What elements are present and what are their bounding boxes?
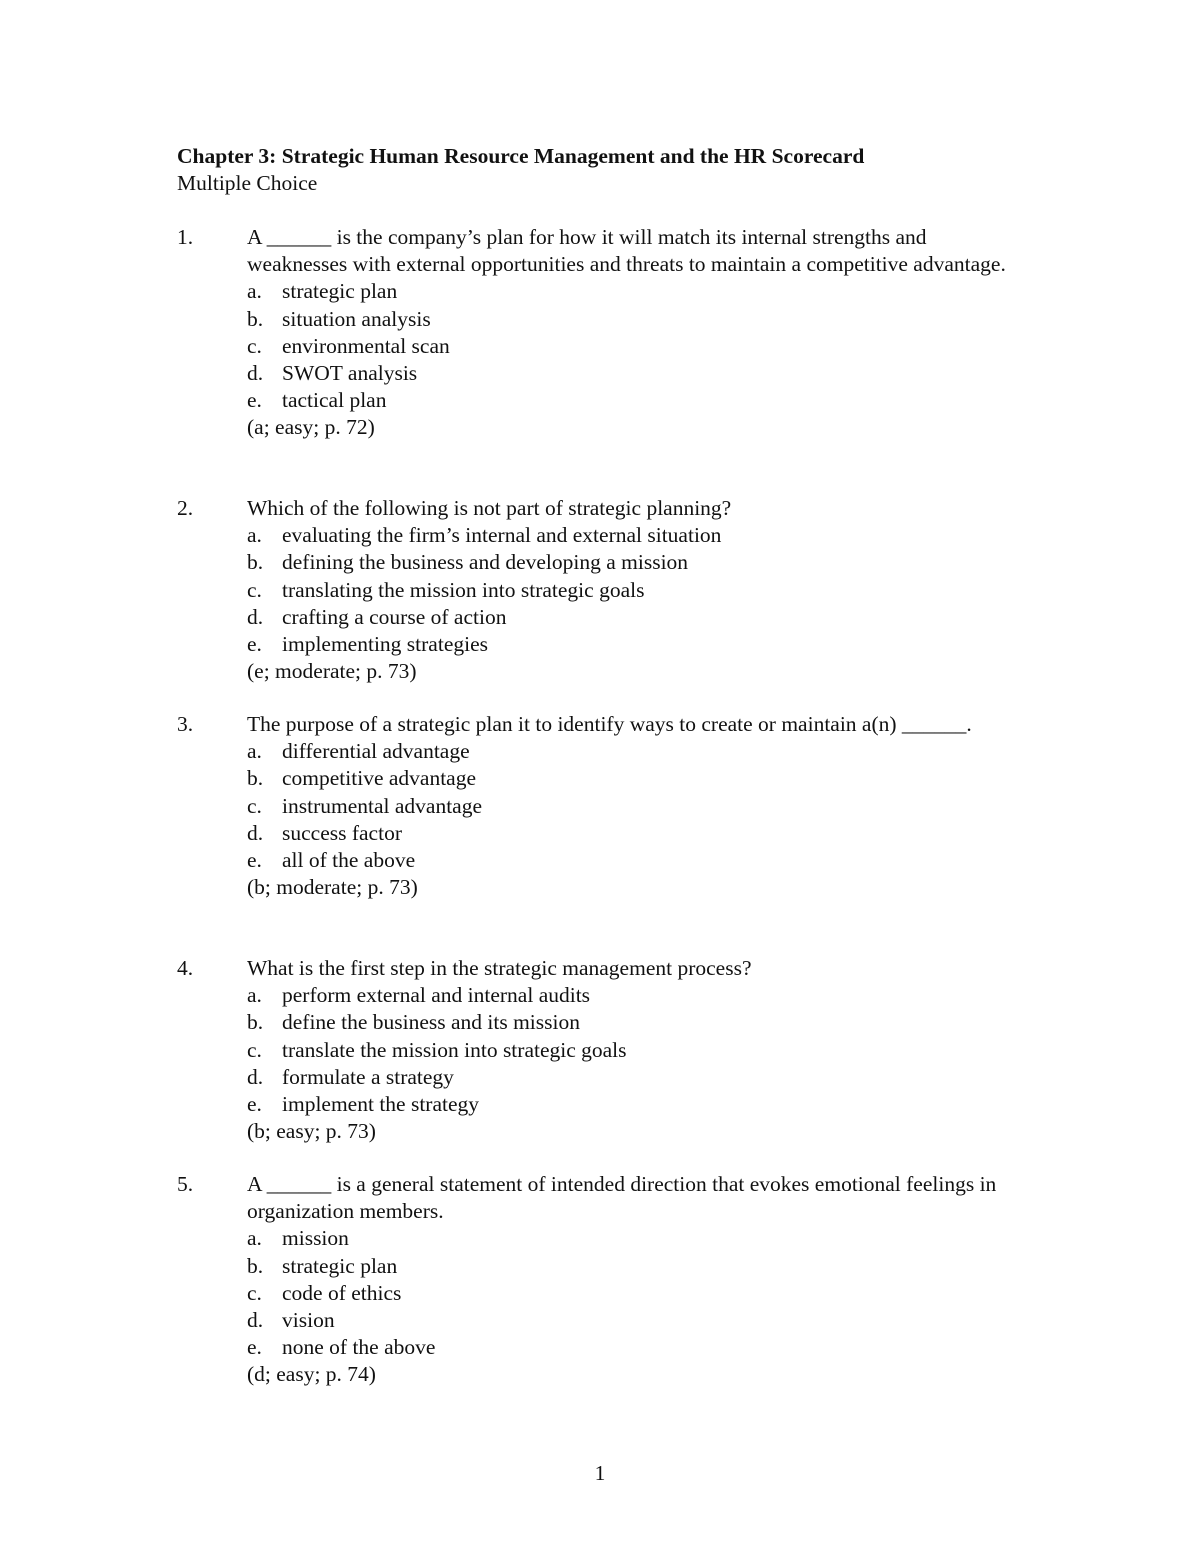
option-text: strategic plan xyxy=(282,1253,398,1278)
option-b xyxy=(247,306,1017,333)
option-a xyxy=(247,982,1017,1009)
answer-key: (b; moderate; p. 73) xyxy=(247,875,418,900)
option-letter: d. xyxy=(247,820,264,845)
option-e xyxy=(247,1334,1017,1361)
option-c xyxy=(247,333,1017,360)
option-text: strategic plan xyxy=(282,279,398,304)
option-text: all of the above xyxy=(282,848,416,873)
option-e xyxy=(247,1091,1017,1118)
option-c xyxy=(247,577,1017,604)
option-text: none of the above xyxy=(282,1335,436,1360)
option-letter: a. xyxy=(247,983,262,1008)
option-letter: e. xyxy=(247,1092,262,1117)
question-number: 4. xyxy=(177,956,194,980)
answer-key: (e; moderate; p. 73) xyxy=(247,659,417,684)
option-text: formulate a strategy xyxy=(282,1064,454,1089)
option-text: code of ethics xyxy=(282,1280,402,1305)
option-d xyxy=(247,604,1017,631)
option-text: SWOT analysis xyxy=(282,361,418,386)
page-number: 1 xyxy=(594,1461,606,1485)
option-text: situation analysis xyxy=(282,306,431,331)
option-text: vision xyxy=(282,1308,335,1333)
option-letter: e. xyxy=(247,632,262,657)
question-stem: A ______ is the company’s plan for how it will match its internal strengths and weaknesses with external opportunities and threats to maintain a competitive advantage. xyxy=(247,225,1006,277)
option-letter: e. xyxy=(247,1335,262,1360)
answer-key: (b; easy; p. 73) xyxy=(247,1119,376,1144)
option-letter: a. xyxy=(247,279,262,304)
option-a xyxy=(247,522,1017,549)
option-letter: e. xyxy=(247,848,262,873)
option-d xyxy=(247,1064,1017,1091)
option-text: define the business and its mission xyxy=(282,1010,580,1035)
option-text: perform external and internal audits xyxy=(282,983,591,1008)
option-letter: d. xyxy=(247,604,264,629)
question-number: 5. xyxy=(177,1172,194,1196)
option-text: environmental scan xyxy=(282,333,450,358)
option-letter: c. xyxy=(247,1280,262,1305)
option-text: tactical plan xyxy=(282,388,387,413)
option-b xyxy=(247,549,1017,576)
question-stem: What is the first step in the strategic management process? xyxy=(247,956,752,980)
option-text: translate the mission into strategic goals xyxy=(282,1037,627,1062)
answer-key: (a; easy; p. 72) xyxy=(247,415,375,440)
option-letter: b. xyxy=(247,550,264,575)
option-text: mission xyxy=(282,1226,349,1251)
question-5 xyxy=(177,1171,1017,1389)
question-stem: A ______ is a general statement of intended direction that evokes emotional feelings in organization members. xyxy=(247,1172,997,1224)
option-text: competitive advantage xyxy=(282,766,477,791)
option-letter: a. xyxy=(247,739,262,764)
option-letter: b. xyxy=(247,1253,264,1278)
option-e xyxy=(247,631,1017,658)
option-a xyxy=(247,278,1017,305)
question-number: 1. xyxy=(177,225,194,249)
question-3 xyxy=(177,711,1017,901)
question-number: 2. xyxy=(177,496,194,520)
option-a xyxy=(247,738,1017,765)
question-4 xyxy=(177,955,1017,1145)
question-2 xyxy=(177,495,1017,685)
option-letter: d. xyxy=(247,361,264,386)
option-letter: b. xyxy=(247,306,264,331)
option-b xyxy=(247,1253,1017,1280)
option-text: evaluating the firm’s internal and external situation xyxy=(282,523,722,548)
option-a xyxy=(247,1225,1017,1252)
option-b xyxy=(247,1009,1017,1036)
option-text: implementing strategies xyxy=(282,632,488,657)
option-letter: e. xyxy=(247,388,262,413)
option-letter: a. xyxy=(247,523,262,548)
option-letter: d. xyxy=(247,1308,264,1333)
option-text: crafting a course of action xyxy=(282,604,507,629)
option-letter: b. xyxy=(247,766,264,791)
question-stem: The purpose of a strategic plan it to identify ways to create or maintain a(n) ______. xyxy=(247,712,972,736)
option-letter: a. xyxy=(247,1226,262,1251)
option-d xyxy=(247,1307,1017,1334)
question-stem: Which of the following is not part of strategic planning? xyxy=(247,496,732,520)
option-text: success factor xyxy=(282,820,402,845)
option-text: differential advantage xyxy=(282,739,470,764)
option-c xyxy=(247,793,1017,820)
option-text: defining the business and developing a mission xyxy=(282,550,689,575)
option-text: translating the mission into strategic goals xyxy=(282,577,645,602)
option-d xyxy=(247,360,1017,387)
question-1 xyxy=(177,224,1017,442)
option-letter: c. xyxy=(247,1037,262,1062)
option-letter: b. xyxy=(247,1010,264,1035)
chapter-title: Chapter 3: Strategic Human Resource Management and the HR Scorecard xyxy=(177,144,865,168)
option-c xyxy=(247,1280,1017,1307)
option-letter: d. xyxy=(247,1064,264,1089)
option-letter: c. xyxy=(247,793,262,818)
option-text: implement the strategy xyxy=(282,1092,480,1117)
option-c xyxy=(247,1037,1017,1064)
option-e xyxy=(247,847,1017,874)
option-e xyxy=(247,387,1017,414)
option-letter: c. xyxy=(247,333,262,358)
option-b xyxy=(247,765,1017,792)
section-subtitle: Multiple Choice xyxy=(177,171,318,195)
answer-key: (d; easy; p. 74) xyxy=(247,1362,376,1387)
option-text: instrumental advantage xyxy=(282,793,482,818)
option-letter: c. xyxy=(247,577,262,602)
option-d xyxy=(247,820,1017,847)
question-number: 3. xyxy=(177,712,194,736)
